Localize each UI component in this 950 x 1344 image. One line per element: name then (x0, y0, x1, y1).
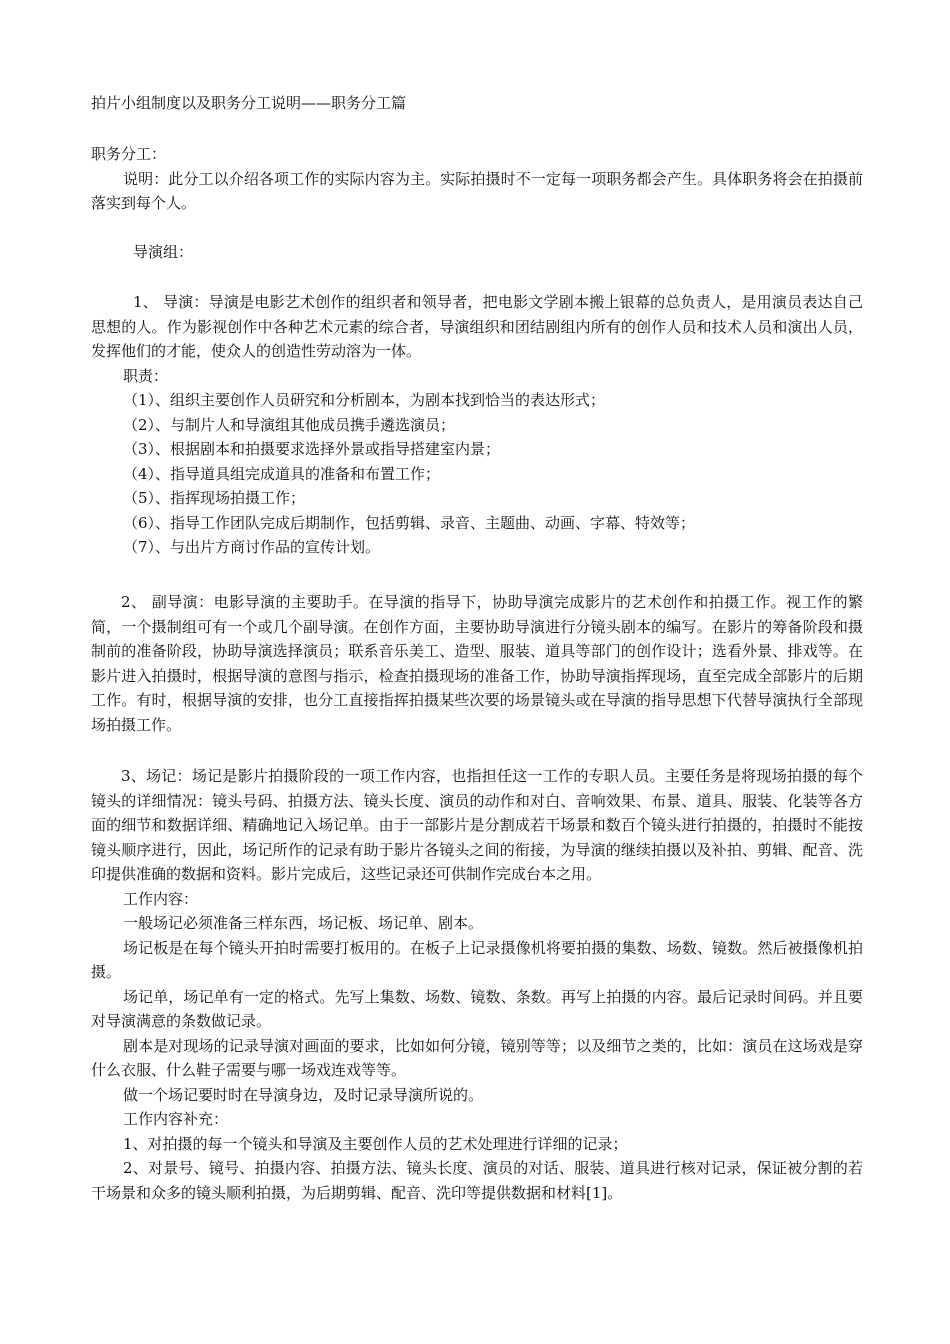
script-supervisor-intro: 3、场记：场记是影片拍摄阶段的一项工作内容，也指担任这一工作的专职人员。主要任务是将现场拍摄的每个镜头的详细情况：镜头号码、拍摄方法、镜头长度、演员的动作和对白、音响效果、布景、道具、服装、化装等各方面的细节和数据详细、精确地记入场记单。由于一部影片是分割成若干场景和数百个镜头进行拍摄的，拍摄时不能按镜头顺序进行，因此，场记所作的记录有助于影片各镜头之间的衔接，为导演的继续拍摄以及补拍、剪辑、配音、洗印提供准确的数据和资料。影片完成后，这些记录还可供制作完成台本之用。 (91, 767, 863, 883)
supplement-label: 工作内容补充： (123, 1110, 229, 1128)
work-item: 一般场记必须准备三样东西，场记板、场记单、剧本。 (123, 914, 484, 932)
director-duty-item: （7）、与出片方商讨作品的宣传计划。 (123, 538, 381, 556)
director-duty-item: （5）、指挥现场拍摄工作； (123, 489, 306, 507)
assistant-director-section (91, 590, 863, 737)
document-title: 拍片小组制度以及职务分工说明——职务分工篇 (91, 94, 407, 112)
work-label: 工作内容： (123, 889, 199, 908)
work-item: 做一个场记要时时在导演身边，及时记录导演所说的。 (123, 1085, 484, 1104)
script-supervisor-section (91, 764, 863, 1205)
director-duty-item: （2）、与制片人和导演组其他成员携手遴选演员； (123, 415, 456, 434)
work-item: 场记单，场记单有一定的格式。先写上集数、场数、镜数、条数。再写上拍摄的内容。最后记录时间码。并且要对导演满意的条数做记录。 (91, 987, 863, 1030)
director-section (91, 290, 863, 560)
group-heading-block (91, 240, 863, 265)
division-note: 说明：此分工以介绍各项工作的实际内容为主。实际拍摄时不一定每一项职务都会产生。具体职务将会在拍摄前落实到每个人。 (91, 169, 863, 212)
supplement-item: 1、对拍摄的每一个镜头和导演及主要创作人员的艺术处理进行详细的记录； (123, 1134, 628, 1153)
assistant-director-intro: 2、 副导演：电影导演的主要助手。在导演的指导下，协助导演完成影片的艺术创作和拍摄工作。视工作的繁简，一个摄制组可有一个或几个副导演。在创作方面，主要协助导演进行分镜头剧本的编写。在影片的筹备阶段和摄制前的准备阶段，协助导演选择演员；联系音乐美工、造型、服装、道具等部门的创作设计；选看外景、排戏等。在影片进入拍摄时，根据导演的意图与指示，检查拍摄现场的准备工作，协助导演指挥现场，直至完成全部影片的后期工作。有时，根据导演的安排，也分工直接指挥拍摄某些次要的场景镜头或在导演的指导思想下代替导演执行全部现场拍摄工作。 (91, 593, 863, 734)
director-duty-item: （1）、组织主要创作人员研究和分析剧本，为剧本找到恰当的表达形式； (123, 391, 606, 409)
director-intro: 1、 导演：导演是电影艺术创作的组织者和领导者，把电影文学剧本搬上银幕的总负责人，是用演员表达自己思想的人。作为影视创作中各种艺术元素的综合者，导演组织和团结剧组内所有的创作人员和技术人员和演出人员，发挥他们的才能，使众人的创造性劳动溶为一体。 (91, 293, 863, 360)
division-section (91, 142, 863, 216)
supplement-item: 2、对景号、镜号、拍摄内容、拍摄方法、镜头长度、演员的对话、服装、道具进行核对记录，保证被分割的若干场景和众多的镜头顺利拍摄，为后期剪辑、配音、洗印等提供数据和材料[1]。 (91, 1159, 863, 1202)
director-duty-item: （6）、指导工作团队完成后期制作，包括剪辑、录音、主题曲、动画、字幕、特效等； (123, 513, 696, 532)
work-item: 剧本是对现场的记录导演对画面的要求，比如如何分镜，镜别等等；以及细节之类的，比如：演员在这场戏是穿什么衣服、什么鞋子需要与哪一场戏连戏等等。 (91, 1036, 863, 1079)
work-item: 场记板是在每个镜头开拍时需要打板用的。在板子上记录摄像机将要拍摄的集数、场数、镜数。然后被摄像机拍摄。 (91, 938, 863, 981)
director-duty-item: （3）、根据剧本和拍摄要求选择外景或指导搭建室内景； (123, 440, 501, 458)
director-duties-label: 职责： (123, 366, 169, 385)
director-duty-item: （4）、指导道具组完成道具的准备和布置工作； (123, 464, 441, 483)
division-heading: 职务分工： (91, 145, 167, 163)
group-heading: 导演组： (133, 243, 194, 261)
